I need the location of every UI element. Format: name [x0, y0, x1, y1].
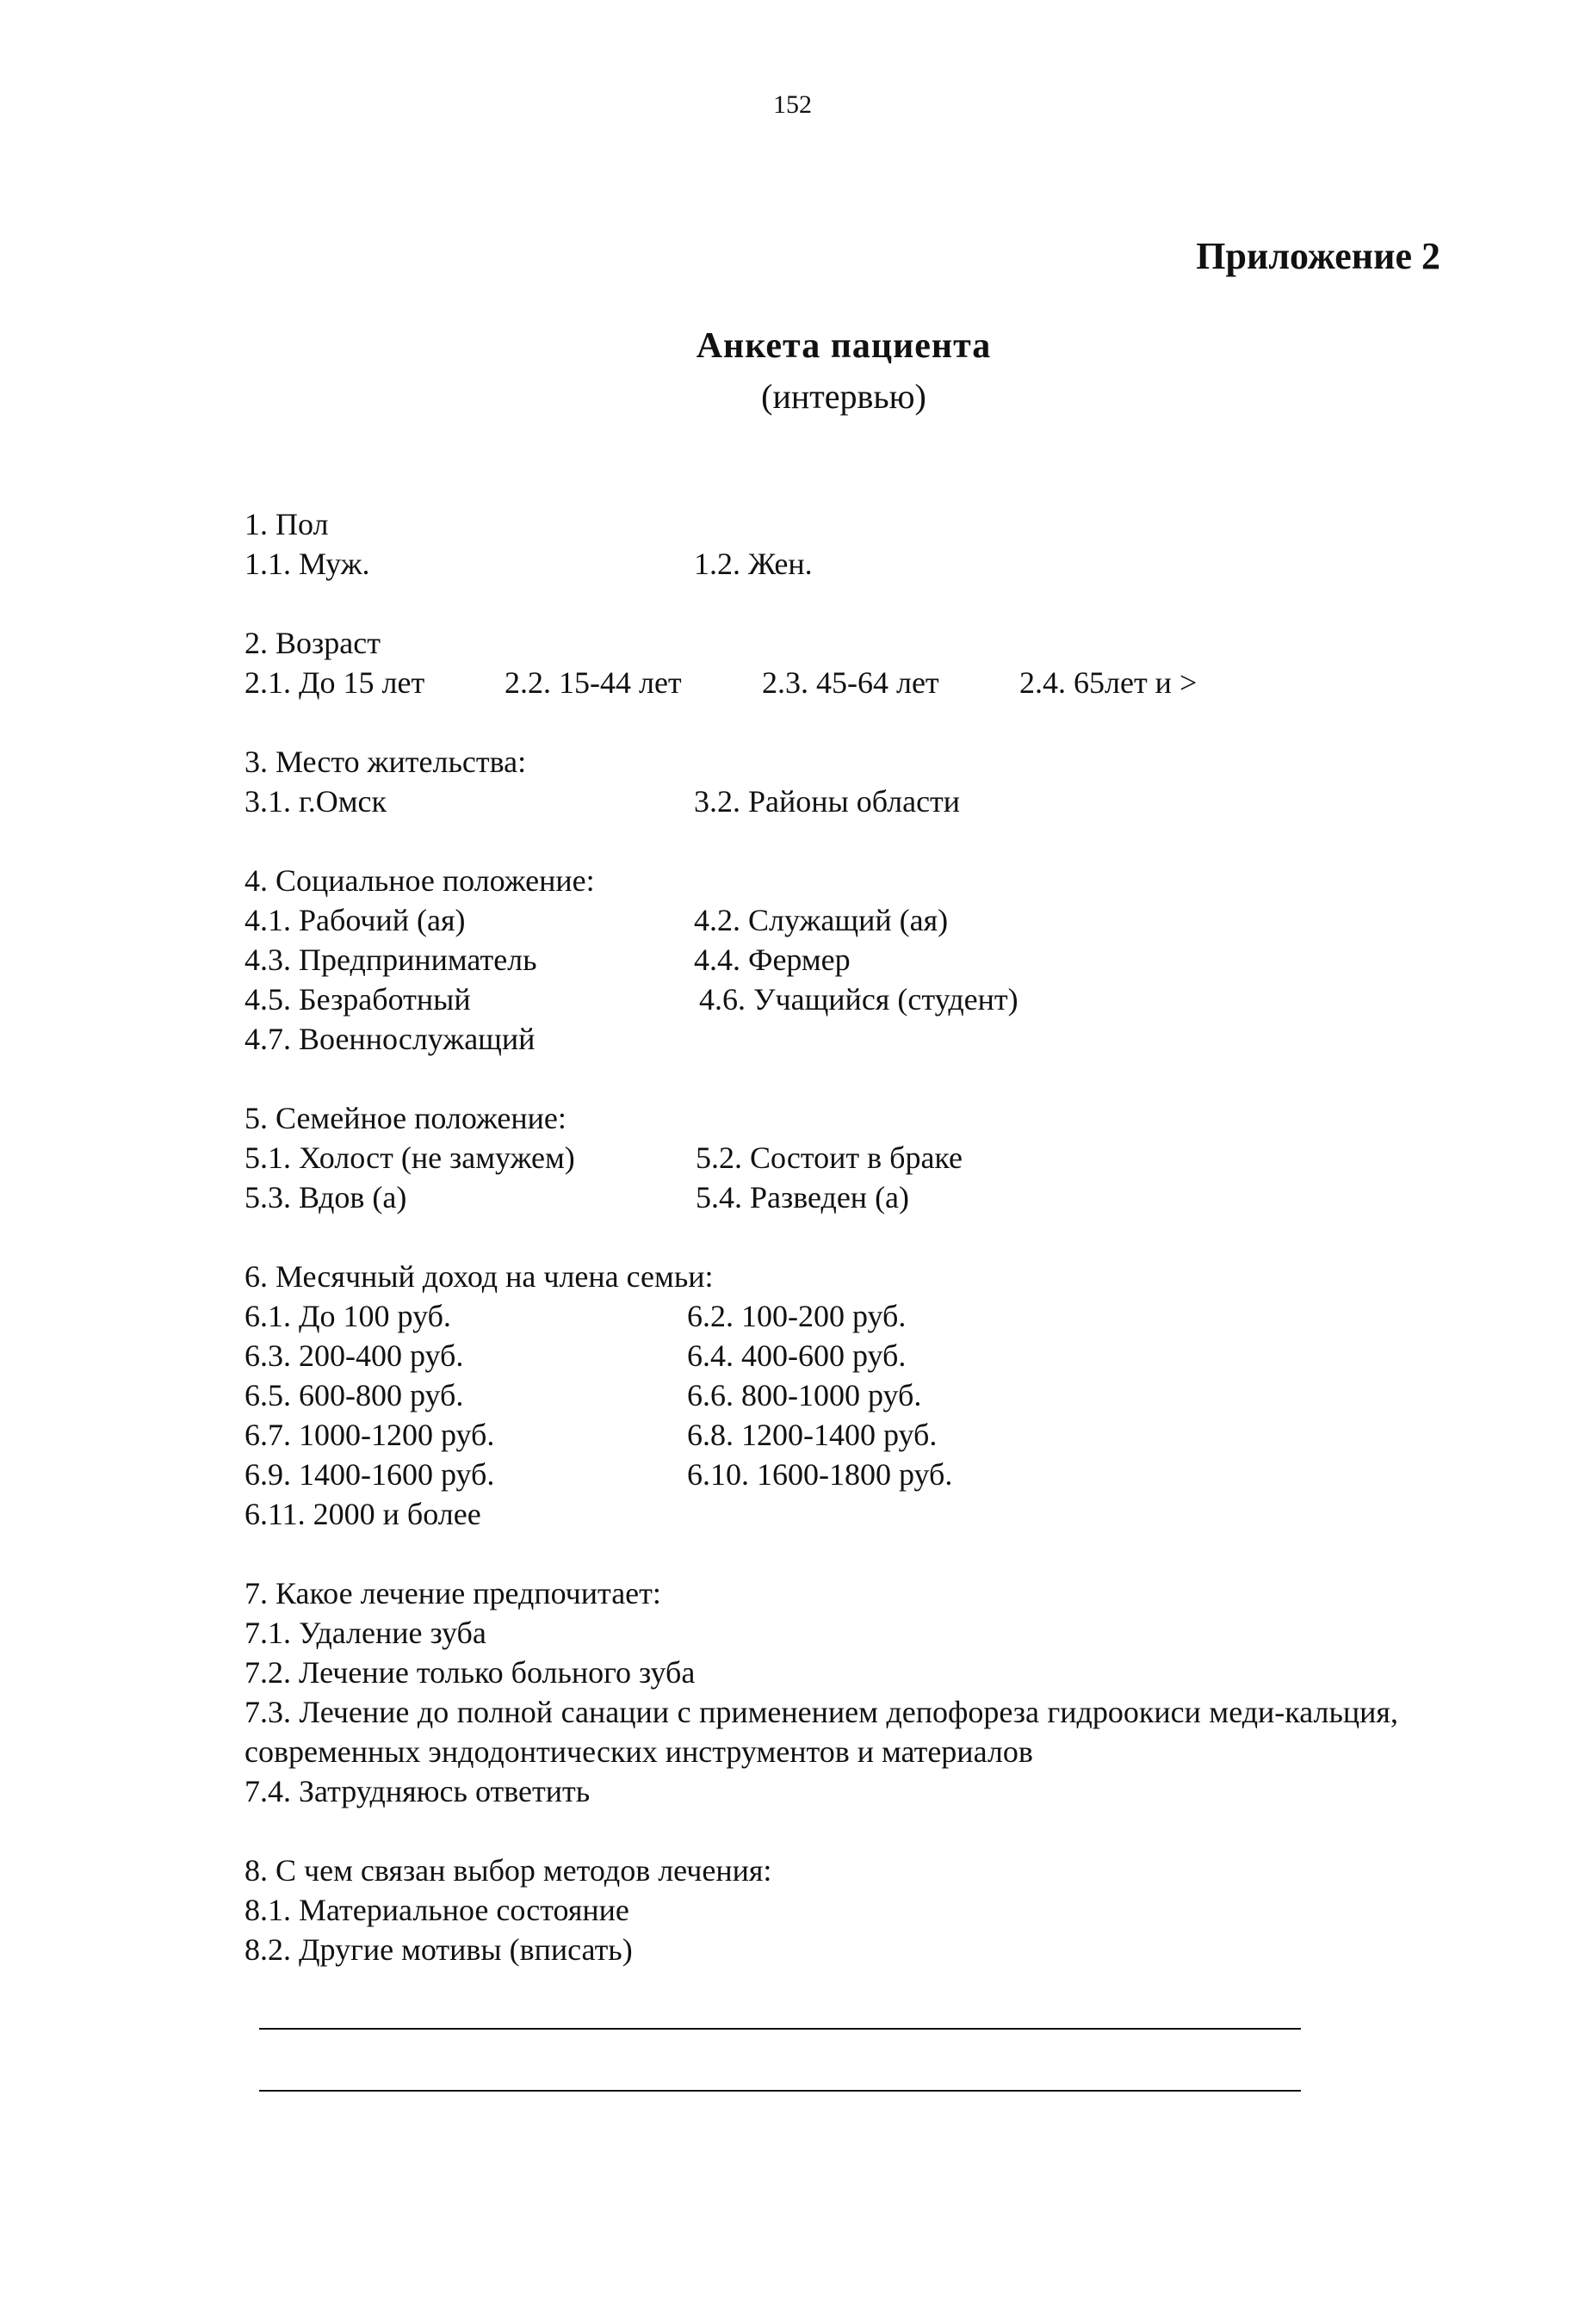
question-social-status [245, 861, 1450, 1059]
page-title: Анкета пациента [696, 326, 992, 366]
answer-option: 6.6. 800-1000 руб. [687, 1378, 922, 1412]
answer-option: 6.11. 2000 и более [245, 1497, 481, 1531]
answer-option: 5.4. Разведен (а) [696, 1180, 910, 1215]
question-choice-reason [245, 1851, 1450, 1969]
answer-option: 1.2. Жен. [694, 547, 813, 581]
answer-option: 6.7. 1000-1200 руб. [245, 1418, 495, 1452]
answer-option: 6.8. 1200-1400 руб. [687, 1418, 938, 1452]
answer-option: 2.3. 45-64 лет [762, 665, 939, 700]
answer-option: 5.3. Вдов (а) [245, 1180, 407, 1215]
question-heading: 8. С чем связан выбор методов лечения: [245, 1853, 772, 1888]
page-subtitle: (интервью) [761, 377, 926, 416]
answer-option: 6.1. До 100 руб. [245, 1299, 451, 1333]
question-heading: 2. Возраст [245, 626, 381, 660]
answer-option: 3.1. г.Омск [245, 784, 387, 819]
question-residence [245, 742, 1450, 821]
question-marital-status [245, 1098, 1450, 1217]
answer-option: 7.1. Удаление зуба [245, 1616, 486, 1650]
answer-option: 8.2. Другие мотивы (вписать) [245, 1932, 633, 1967]
question-income [245, 1257, 1450, 1534]
answer-option: 5.1. Холост (не замужем) [245, 1140, 575, 1175]
answer-option: 6.2. 100-200 руб. [687, 1299, 907, 1333]
question-treatment-preference [245, 1573, 1450, 1811]
answer-blank-line [259, 2028, 1301, 2030]
answer-option: 4.6. Учащийся (студент) [699, 982, 1018, 1017]
answer-option: 7.3. Лечение до полной санации с применением депофореза гидроокиси меди-кальция, современных эндодонтических инструментов и материалов [245, 1695, 1398, 1769]
answer-option: 3.2. Районы области [694, 784, 961, 819]
answer-option: 7.4. Затрудняюсь ответить [245, 1774, 591, 1808]
answer-option: 2.4. 65лет и > [1019, 665, 1198, 700]
question-heading: 4. Социальное положение: [245, 863, 595, 898]
answer-option: 4.7. Военнослужащий [245, 1022, 536, 1056]
answer-option: 6.5. 600-800 руб. [245, 1378, 464, 1412]
answer-option: 6.9. 1400-1600 руб. [245, 1457, 495, 1492]
answer-option: 4.3. Предприниматель [245, 943, 537, 977]
answer-option: 4.1. Рабочий (ая) [245, 903, 466, 937]
appendix-label: Приложение 2 [1196, 235, 1440, 277]
page-number: 152 [773, 90, 812, 119]
answer-option: 8.1. Материальное состояние [245, 1893, 629, 1927]
question-heading: 6. Месячный доход на члена семьи: [245, 1259, 714, 1294]
answer-option: 6.4. 400-600 руб. [687, 1338, 907, 1373]
question-heading: 5. Семейное положение: [245, 1101, 567, 1135]
question-age [245, 623, 1450, 702]
answer-blank-line [259, 2090, 1301, 2092]
answer-option: 7.2. Лечение только больного зуба [245, 1655, 696, 1690]
answer-option: 6.10. 1600-1800 руб. [687, 1457, 953, 1492]
answer-option: 4.2. Служащий (ая) [694, 903, 949, 937]
answer-option: 4.4. Фермер [694, 943, 851, 977]
answer-option: 6.3. 200-400 руб. [245, 1338, 464, 1373]
answer-option: 4.5. Безработный [245, 982, 471, 1017]
answer-option: 5.2. Состоит в браке [696, 1140, 963, 1175]
question-heading: 7. Какое лечение предпочитает: [245, 1576, 661, 1610]
question-gender [245, 504, 1450, 584]
question-heading: 3. Место жительства: [245, 745, 527, 779]
answer-option: 2.1. До 15 лет [245, 665, 425, 700]
answer-option: 1.1. Муж. [245, 547, 370, 581]
answer-option: 2.2. 15-44 лет [505, 665, 682, 700]
questionnaire [245, 504, 1450, 2009]
question-heading: 1. Пол [245, 507, 329, 541]
